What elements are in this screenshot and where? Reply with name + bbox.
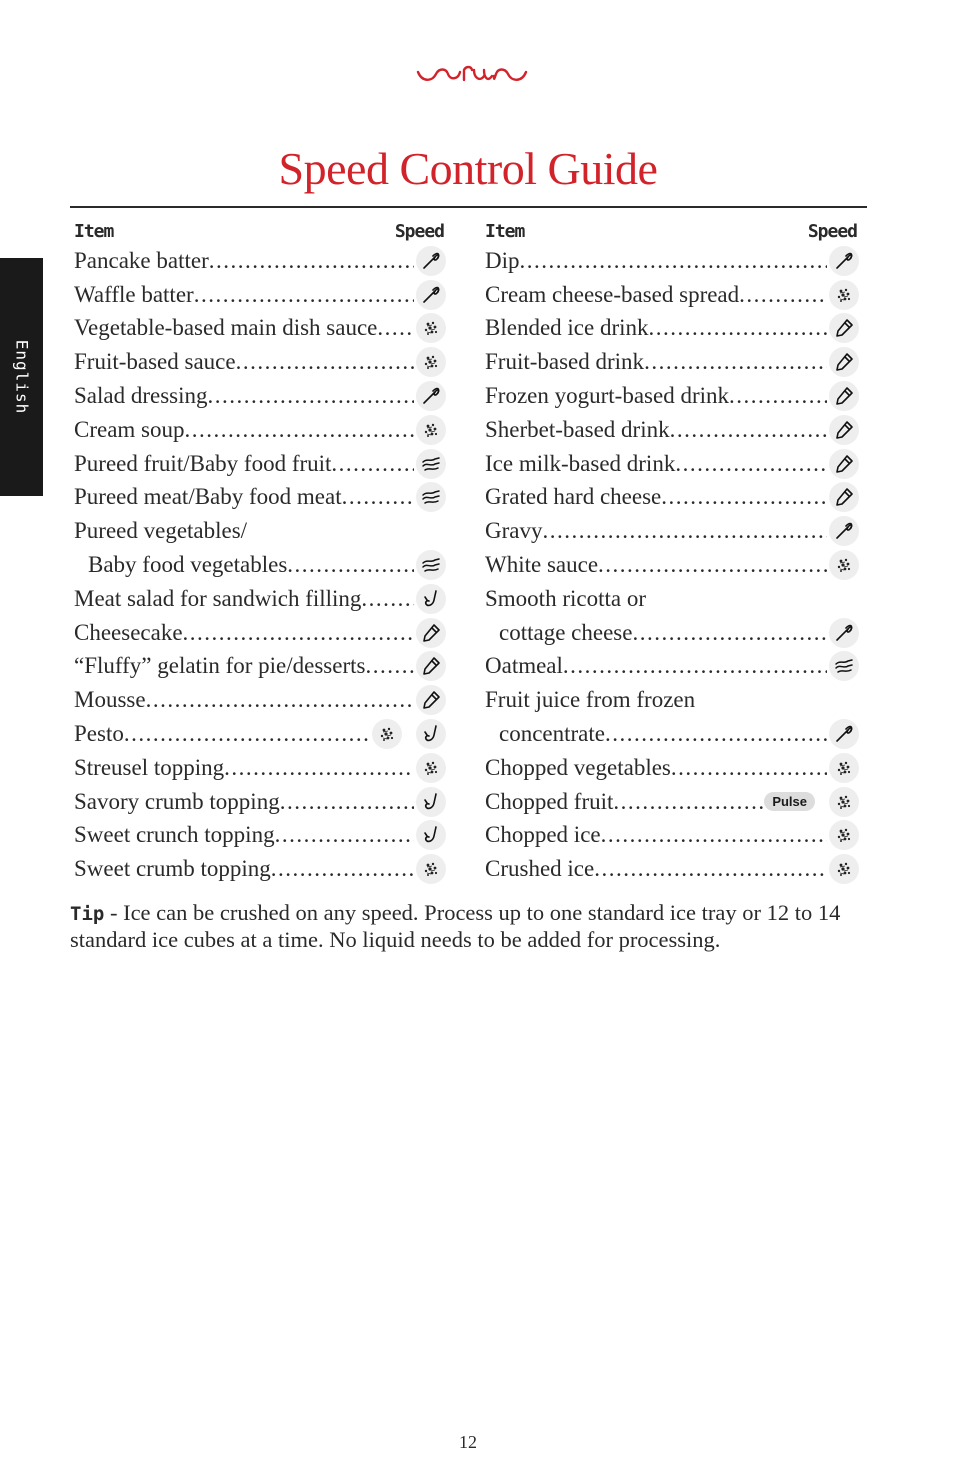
puree-icon [416, 449, 446, 479]
tip-text: - Ice can be crushed on any speed. Process up to one standard ice tray or 12 to 14 standard ice cubes at a time. No liquid needs to be added for processing. [70, 900, 841, 952]
item-name: Sweet crumb topping [74, 856, 271, 882]
stir-icon [416, 787, 446, 817]
dot-leader [671, 755, 827, 781]
item-name: White sauce [485, 552, 599, 578]
item-name: Waffle batter [74, 281, 194, 307]
dot-leader [280, 789, 414, 815]
dot-leader [729, 383, 827, 409]
item-name: Pureed fruit/Baby food fruit [74, 450, 332, 476]
whisk-icon [416, 280, 446, 310]
decorative-ornament-icon [414, 60, 530, 88]
item-name: Pesto [74, 721, 124, 747]
table-row [74, 616, 446, 650]
table-row [74, 481, 446, 515]
dot-leader [146, 687, 414, 713]
tip-paragraph [70, 900, 870, 953]
table-row [485, 244, 859, 278]
table-row [485, 582, 859, 616]
item-name: “Fluffy” gelatin for pie/desserts [74, 653, 366, 679]
item-name: Oatmeal [485, 653, 563, 679]
table-row [74, 548, 446, 582]
table-row [485, 852, 859, 886]
item-name: Cream cheese-based spread [485, 281, 740, 307]
language-tab-label: English [12, 339, 31, 415]
dot-leader [649, 315, 827, 341]
table-row [485, 447, 859, 481]
puree-icon [416, 550, 446, 580]
whisk-icon [829, 246, 859, 276]
item-column-header: Item [74, 221, 114, 242]
item-name: Pureed meat/Baby food meat [74, 484, 342, 510]
stir-icon [416, 584, 446, 614]
language-tab [0, 258, 43, 496]
liquefy-icon [829, 415, 859, 445]
item-name: Salad dressing [74, 383, 208, 409]
table-row [74, 751, 446, 785]
table-row [74, 447, 446, 481]
dot-leader [194, 282, 414, 308]
dot-leader [613, 789, 764, 815]
dot-leader [275, 822, 414, 848]
dot-leader [185, 417, 414, 443]
table-row [485, 683, 859, 717]
liquefy-icon [416, 685, 446, 715]
crush-icon [829, 787, 859, 817]
item-name: Chopped ice [485, 822, 601, 848]
whisk-icon [829, 618, 859, 648]
liquefy-icon [829, 347, 859, 377]
item-name: Chopped fruit [485, 788, 614, 814]
crush-icon [372, 719, 402, 749]
page-number: 12 [459, 1432, 477, 1452]
table-row [485, 785, 859, 819]
title-divider [70, 206, 867, 208]
item-name: concentrate [499, 721, 605, 747]
right-speed-table [485, 220, 859, 886]
table-row [485, 650, 859, 684]
table-row [74, 278, 446, 312]
item-name: Gravy [485, 518, 543, 544]
whisk-icon [416, 381, 446, 411]
table-row [485, 413, 859, 447]
speed-column-header: Speed [807, 221, 857, 242]
table-row [74, 785, 446, 819]
crush-icon [416, 313, 446, 343]
dot-leader [644, 349, 827, 375]
table-row [74, 852, 446, 886]
item-name: Blended ice drink [485, 315, 649, 341]
item-name: cottage cheese [499, 619, 633, 645]
right-table-header [485, 220, 859, 244]
item-name: Chopped vegetables [485, 754, 671, 780]
item-column-header: Item [485, 221, 525, 242]
item-name: Fruit-based sauce [74, 349, 236, 375]
item-name: Vegetable-based main dish sauce [74, 315, 378, 341]
dot-leader [183, 620, 414, 646]
liquefy-icon [829, 449, 859, 479]
puree-icon [829, 651, 859, 681]
table-row [485, 481, 859, 515]
speed-column-header: Speed [394, 221, 444, 242]
page-title: Speed Control Guide [278, 143, 658, 194]
liquefy-icon [416, 618, 446, 648]
item-name: Fruit-based drink [485, 349, 645, 375]
puree-icon [416, 482, 446, 512]
dot-leader [739, 282, 827, 308]
item-name: Cream soup [74, 416, 185, 442]
dot-leader [661, 484, 827, 510]
table-row [74, 650, 446, 684]
dot-leader [209, 248, 414, 274]
dot-leader [287, 552, 414, 578]
table-row [74, 514, 446, 548]
dot-leader [224, 755, 414, 781]
table-row [74, 819, 446, 853]
liquefy-icon [829, 313, 859, 343]
dot-leader [208, 383, 414, 409]
dot-leader [598, 552, 827, 578]
item-name: Savory crumb topping [74, 788, 280, 814]
crush-icon [416, 415, 446, 445]
table-row [485, 616, 859, 650]
item-name: Sweet crunch topping [74, 822, 275, 848]
table-row [74, 582, 446, 616]
dot-leader [563, 653, 827, 679]
crush-icon [829, 753, 859, 783]
table-row [74, 312, 446, 346]
table-row [74, 345, 446, 379]
dot-leader [365, 653, 414, 679]
table-row [485, 379, 859, 413]
tip-label: Tip [70, 903, 105, 925]
whisk-icon [829, 516, 859, 546]
item-name: Grated hard cheese [485, 484, 662, 510]
item-name: Cheesecake [74, 619, 183, 645]
dot-leader [542, 518, 827, 544]
dot-leader [675, 451, 827, 477]
table-row [485, 514, 859, 548]
table-row [74, 717, 446, 751]
table-row [485, 548, 859, 582]
item-name: Streusel topping [74, 754, 225, 780]
liquefy-icon [829, 482, 859, 512]
dot-leader [236, 349, 414, 375]
dot-leader [377, 315, 414, 341]
table-row [485, 819, 859, 853]
dot-leader [601, 822, 827, 848]
dot-leader [271, 856, 414, 882]
crush-icon [416, 854, 446, 884]
left-table-header [74, 220, 446, 244]
item-name: Meat salad for sandwich filling [74, 585, 362, 611]
crush-icon [829, 550, 859, 580]
dot-leader [342, 484, 414, 510]
table-row [485, 345, 859, 379]
table-row [74, 244, 446, 278]
stir-icon [416, 719, 446, 749]
item-name: Dip [485, 247, 520, 273]
table-row [74, 413, 446, 447]
dot-leader [632, 620, 827, 646]
dot-leader [670, 417, 827, 443]
item-name: Pancake batter [74, 247, 209, 273]
dot-leader [331, 451, 414, 477]
item-name: Baby food vegetables [88, 552, 288, 578]
whisk-icon [416, 246, 446, 276]
item-name: Ice milk-based drink [485, 450, 676, 476]
pulse-badge: Pulse [764, 792, 815, 811]
dot-leader [361, 586, 414, 612]
crush-icon [829, 820, 859, 850]
liquefy-icon [416, 651, 446, 681]
item-name: Smooth ricotta or [485, 585, 646, 611]
crush-icon [829, 854, 859, 884]
dot-leader [605, 721, 827, 747]
liquefy-icon [829, 381, 859, 411]
crush-icon [416, 347, 446, 377]
crush-icon [416, 753, 446, 783]
dot-leader [594, 856, 827, 882]
item-name: Mousse [74, 687, 146, 713]
stir-icon [416, 820, 446, 850]
item-name: Crushed ice [485, 856, 595, 882]
item-name: Pureed vegetables/ [74, 518, 248, 544]
dot-leader [124, 721, 370, 747]
table-row [74, 683, 446, 717]
table-row [74, 379, 446, 413]
whisk-icon [829, 719, 859, 749]
item-name: Frozen yogurt-based drink [485, 383, 729, 409]
item-name: Fruit juice from frozen [485, 687, 696, 713]
table-row [485, 751, 859, 785]
dot-leader [520, 248, 828, 274]
table-row [485, 312, 859, 346]
item-name: Sherbet-based drink [485, 416, 670, 442]
left-speed-table [74, 220, 446, 886]
table-row [485, 278, 859, 312]
crush-icon [829, 280, 859, 310]
table-row [485, 717, 859, 751]
